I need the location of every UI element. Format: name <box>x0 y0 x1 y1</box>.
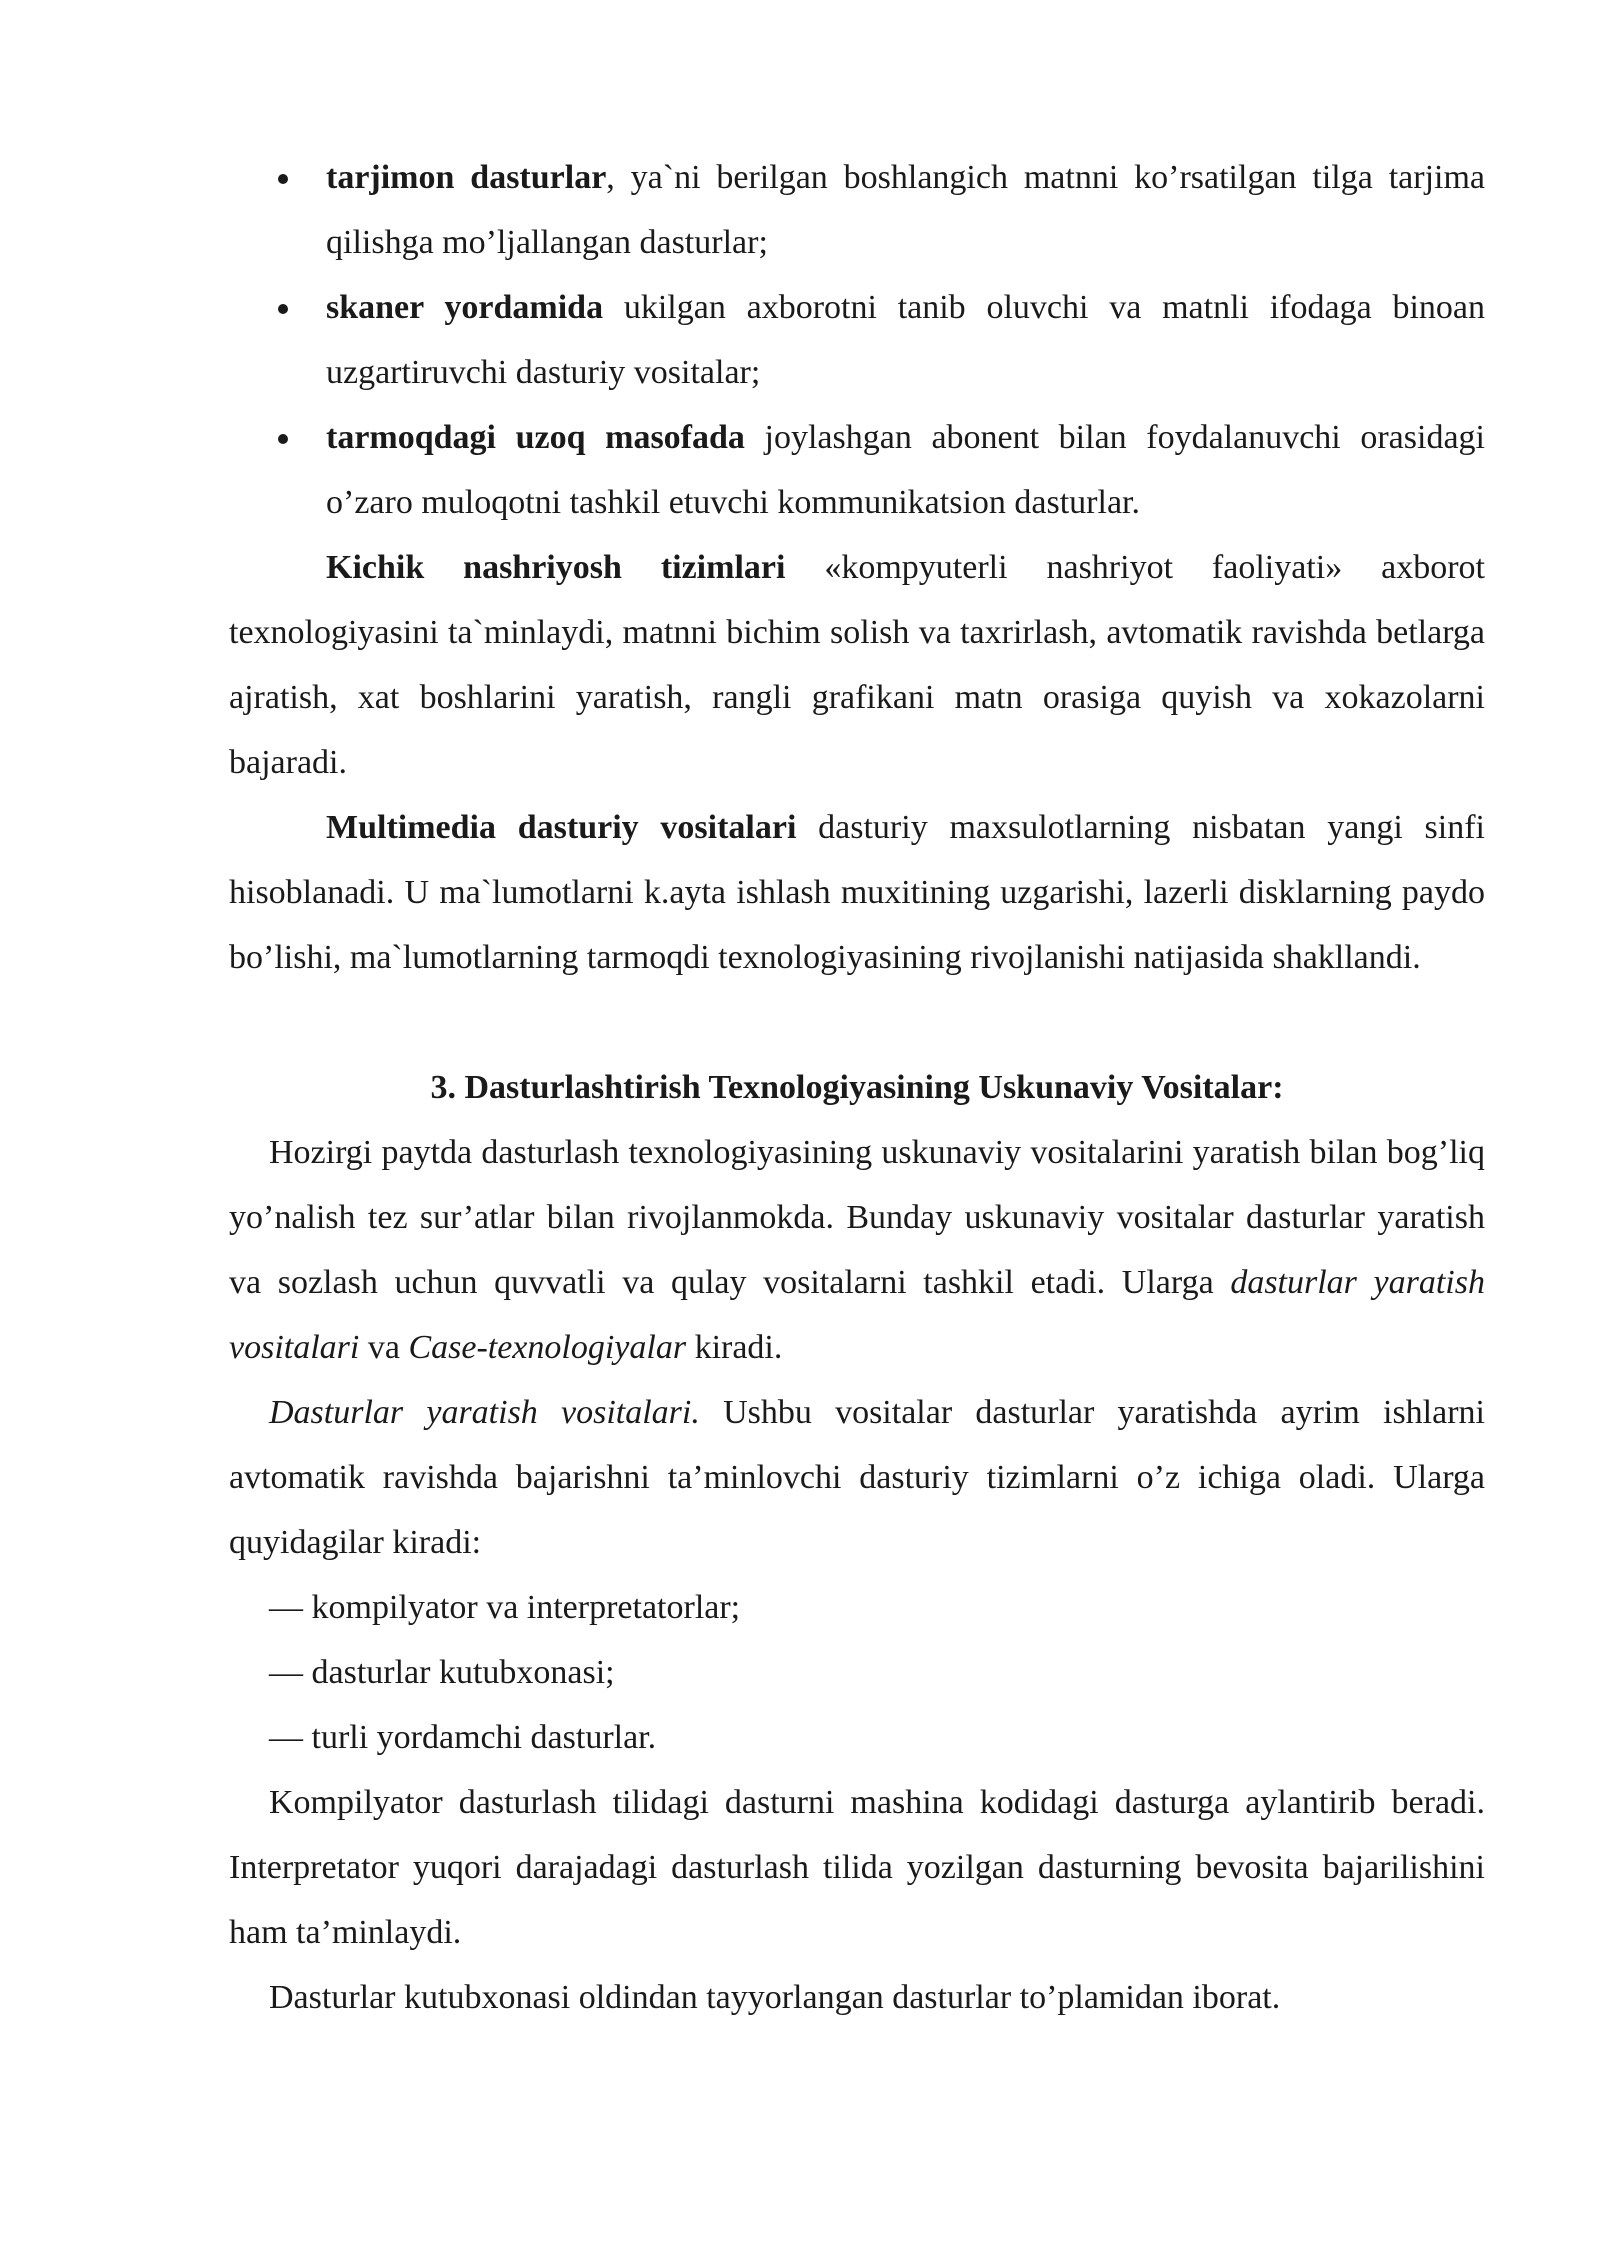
paragraph-text: va <box>359 1329 409 1366</box>
paragraph-text: Hozirgi paytda dasturlash texnologiyasining uskunaviy vositalarini yaratish bilan bog’liq yo’nalish tez sur’atlar bilan rivojlanmokda. Bunday uskunaviy vositalar dasturlar yaratish va sozlash uchun quvvatli va qulay vositalarni tashkil etadi. Ularga <box>229 1134 1485 1301</box>
bullet-dot-icon <box>278 434 288 444</box>
bullet-dot-icon <box>278 304 288 314</box>
paragraph-kichik-nashriyot <box>229 535 1485 795</box>
bullet-term: skaner yordamida <box>326 289 604 326</box>
paragraph-kompilyator: Kompilyator dasturlash tilidagi dasturni mashina kodidagi dasturga aylantirib beradi. Interpretator yuqori darajadagi dasturlash tilida yozilgan dasturning bevosita bajarilishini ham ta’minlaydi. <box>229 1784 1485 1951</box>
paragraph-multimedia <box>229 795 1485 990</box>
italic-term: Case-texnologiyalar <box>408 1329 687 1366</box>
bullet-text: , ya`ni berilgan boshlangich matnni ko’rsatilgan tilga tarjima qilishga mo’ljallangan dasturlar; <box>326 159 1486 261</box>
document-page <box>229 145 1485 2030</box>
bullet-item <box>229 145 1485 275</box>
paragraph-text: dasturiy maxsulotlarning nisbatan yangi sinfi hisoblanadi. U ma`lumotlarni k.ayta ishlash muxitining uzgarishi, lazerli disklarning paydo bo’lishi, ma`lumotlarning tarmoqdi texnologiyasining rivojlanishi natijasida shakllandi. <box>229 809 1485 976</box>
bullet-item <box>229 405 1485 535</box>
paragraph-kutubxona: Dasturlar kutubxonasi oldindan tayyorlangan dasturlar to’plamidan iborat. <box>269 1979 1281 2016</box>
blank-line <box>229 990 1485 1055</box>
paragraph-text: «kompyuterli nashriyot faoliyati» axborot texnologiyasini ta`minlaydi, matnni bichim solish va taxrirlash, avtomatik ravishda betlarga ajratish, xat boshlarini yaratish, rangli grafikani matn orasiga quyish va xokazolarni bajaradi. <box>229 549 1485 781</box>
bullet-term: tarmoqdagi uzoq masofada <box>326 419 745 456</box>
bullet-dot-icon <box>278 174 288 184</box>
dash-list-item: — kompilyator va interpretatorlar; <box>269 1589 741 1626</box>
italic-term: Dasturlar yaratish vositalari. <box>269 1394 700 1431</box>
paragraph-text: kiradi. <box>686 1329 783 1366</box>
paragraph-hozirgi <box>229 1120 1485 1380</box>
italic-term: dasturlar yaratish vositalari <box>229 1264 1485 1366</box>
paragraph-term: Multimedia dasturiy vositalari <box>326 809 797 846</box>
dash-list-item: — turli yordamchi dasturlar. <box>269 1719 657 1756</box>
paragraph-term: Kichik nashriyosh tizimlari <box>326 549 786 586</box>
bullet-list <box>229 145 1485 535</box>
bullet-text: ukilgan axborotni tanib oluvchi va matnli ifodaga binoan uzgartiruvchi dasturiy vositalar; <box>326 289 1485 391</box>
section-heading: 3. Dasturlashtirish Texnologiyasining Uskunaviy Vositalar: <box>430 1069 1284 1106</box>
paragraph-dasturlar-yaratish <box>229 1380 1485 1575</box>
bullet-text: joylashgan abonent bilan foydalanuvchi orasidagi o’zaro muloqotni tashkil etuvchi kommunikatsion dasturlar. <box>326 419 1485 521</box>
bullet-term: tarjimon dasturlar <box>326 159 607 196</box>
bullet-item <box>229 275 1485 405</box>
dash-list-item: — dasturlar kutubxonasi; <box>269 1654 615 1691</box>
paragraph-text: Ushbu vositalar dasturlar yaratishda ayrim ishlarni avtomatik ravishda bajarishni ta’minlovchi dasturiy tizimlarni o’z ichiga oladi. Ularga quyidagilar kiradi: <box>229 1394 1485 1561</box>
